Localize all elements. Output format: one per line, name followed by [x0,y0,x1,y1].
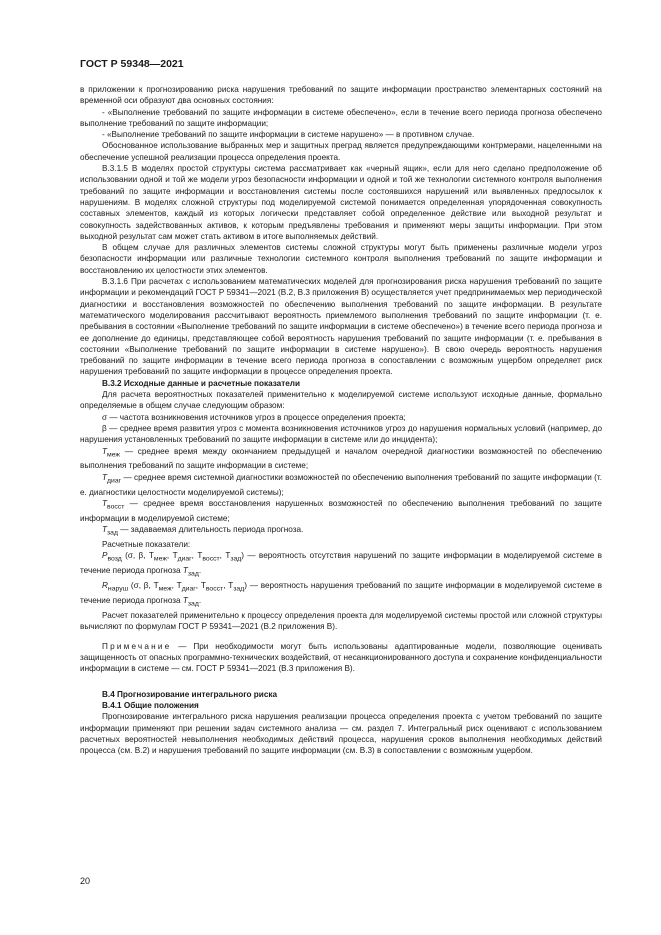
definition-t-mezh: $T_{меж}$ — среднее время между окончанием предыдущей и началом очередной диагностики возможностей по обеспечению выполнения требований по защите информации в системе; [80,446,602,471]
subsection-heading-b41: В.4.1 Общие положения [102,700,199,710]
definition-t-vosst: $T_{восст}$ — среднее время восстановления нарушенных возможностей по обеспечению выполнения требований по защите информации в моделируемой системе; [80,498,602,523]
definition-beta: β — среднее время развития угроз с момента возникновения источников угроз до нарушения нормальных условий (например, до нарушения установленных требований по защите информации в системе или до инцидента); [80,423,602,445]
section-heading-b4: В.4 Прогнозирование интегрального риска [102,689,278,699]
list-item: - «Выполнение требований по защите информации в системе нарушено» — в противном случае. [102,130,475,140]
list-item: - «Выполнение требований по защите информации в системе обеспечено», если в течение всего периода прогноза обеспечено выполнение требований по защите информации; [80,107,602,128]
definition-sigma: σ — частота возникновения источников угроз в процессе определения проекта; [102,412,406,422]
paragraph: В общем случае для различных элементов системы сложной структуры могут быть применены различные модели угроз безопасности информации или различные технологии системного контроля выполнения требований по защите информации и восстановлению их целостности этих элементов. [80,243,602,275]
definition-r-narush: $R_{наруш}$ (σ, β, $T_{меж}$, $T_{диаг}$, $T_{восст}$, $T_{зад}$) — вероятность нарушения требований по защите информации в моделируемой системе в течение периода прогноза $T_{зад}$. [80,581,602,608]
note-label: Примечание [102,641,172,651]
paragraph: В.3.1.6 При расчетах с использованием математических моделей для прогнозирования риска нарушения требований по защите информации и рекомендаций ГОСТ Р 59341—2021 (В.2, В.3 приложения В) осуществляется учет предпринимаемых мер периодической диагностики и восстановления возможностей по обеспечению выполнения требований по защите информации. В результате математического моделирования рассчитывают вероятность приемлемого выполнения требований по защите информации (т. е. пребывания в состоянии «Выполнение требований по защите информации в системе обеспечено») в течение всего периода прогноза и ее дополнение до единицы, представляющее собой вероятность нарушения требований по защите информации (т. е. пребывания в состоянии «Выполнение требований по защите информации в системе нарушено»). В свою очередь вероятность нарушения требований по защите информации в течение всего периода прогноза в сопоставлении с возможным ущербом определяет риск нарушения требований по защите информации в процессе определения проекта. [80,277,602,377]
page-body [80,84,602,756]
paragraph: Расчет показателей применительно к процессу определения проекта для моделируемой системы простой или сложной структуры вычисляют по формулам ГОСТ Р 59341—2021 (В.2 приложения В). [80,611,602,632]
paragraph: Для расчета вероятностных показателей применительно к моделируемой системе используют исходные данные, формально определяемые в общем случае следующим образом: [80,390,602,411]
calc-label: Расчетные показатели: [102,540,191,550]
document-header: ГОСТ Р 59348—2021 [80,58,184,70]
paragraph: Обоснованное использование выбранных мер и защитных преград является предупреждающими контрмерами, нацеленными на обеспечение успешной реализации процесса определения проекта. [80,141,602,162]
definition-t-zad: $T_{зад}$ — задаваемая длительность периода прогноза. [102,525,304,537]
paragraph: В.3.1.5 В моделях простой структуры система рассматривает как «черный ящик», если для него сделано предположение об использовании одной и той же модели угроз безопасности информации и одной и той же технологии системного контроля выполнения требований по защите информации и восстановления системы после состоявшихся нарушений или выявленных предпосылок к нарушениям. В моделях сложной структуры под моделируемой системой понимается определенная упорядоченная совокупность составных элементов, каждый из которых логически представляет собой определенное действие или выходной результат и совокупность задействованных активов, к которым предъявлены требования и применяют меры защиты информации. При этом выходной результат сам может стать активом в итоге выполняемых действий. [80,164,602,241]
definition-p-vozd: $P_{возд}$ (σ, β, $T_{меж}$, $T_{диаг}$, $T_{восст}$, $T_{зад}$) — вероятность отсутствия нарушений по защите информации в моделируемой системе в течение периода прогноза $T_{зад}$. [80,551,602,579]
note [80,641,602,675]
note-text: — При необходимости могут быть использованы адаптированные модели, позволяющие оценивать защищенность от опасных программно-технических воздействий, от несанкционированного доступа и сохранение конфиденциальности информации в системе — см. ГОСТ Р 59341—2021 (В.3 приложения В). [80,641,602,674]
definition-t-diag: $T_{диаг}$ — среднее время системной диагностики возможностей по обеспечению выполнения требований по защите информации (т. е. диагностики целостности моделируемой системы); [80,472,602,497]
paragraph: в приложении к прогнозированию риска нарушения требований по защите информации пространство элементарных состояний на временной оси образуют два основных состояния: [80,85,602,106]
section-heading-b32: В.3.2 Исходные данные и расчетные показатели [102,378,301,388]
paragraph: Прогнозирование интегрального риска нарушения реализации процесса определения проекта с учетом требований по защите информации применяют при решении задач системного анализа — см. раздел 7. Интегральный риск оценивают с использованием расчетных вероятностей невыполнения необходимых действий процесса, нарушения сроков выполнения необходимых действий процесса (см. В.2) и нарушения требований по защите информации (см. В.3) в сопоставлении с возможным ущербом. [80,712,602,756]
page-number: 20 [80,876,91,886]
